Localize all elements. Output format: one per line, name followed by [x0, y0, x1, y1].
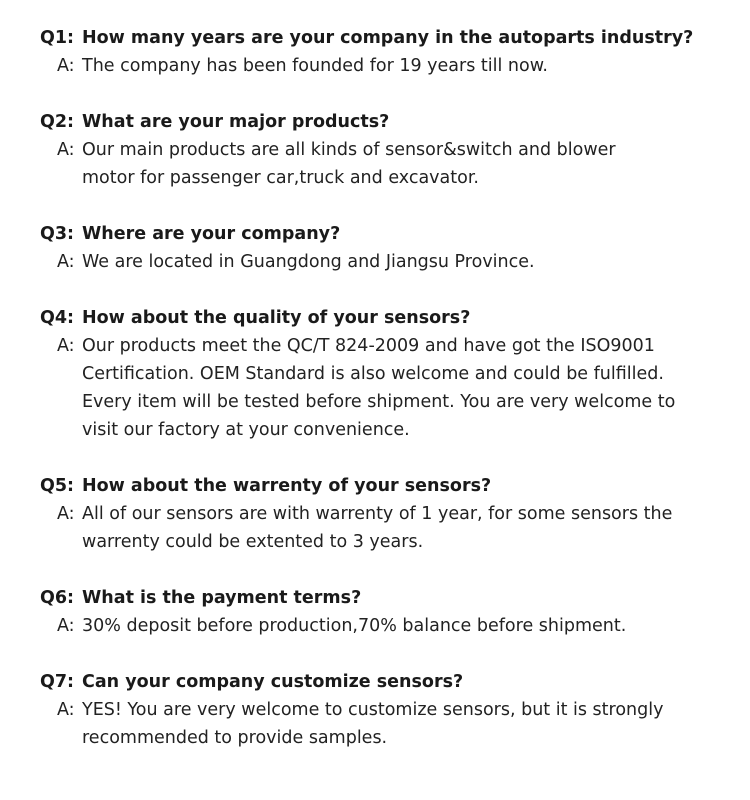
answer-text: Our main products are all kinds of sensor&switch and blower [82, 140, 616, 160]
answer-row [0, 388, 750, 416]
answer-text: We are located in Guangdong and Jiangsu Province. [82, 252, 535, 272]
question-number: Q5: [40, 476, 75, 496]
question-number: Q4: [40, 308, 75, 328]
answer-row [0, 612, 750, 640]
question-text: Where are your company? [82, 224, 341, 244]
answer-label: A: [57, 140, 75, 160]
answer-row [0, 360, 750, 388]
question-number: Q1: [40, 28, 75, 48]
answer-label: A: [57, 56, 75, 76]
answer-row [0, 724, 750, 752]
answer-row [0, 500, 750, 528]
answer-text: motor for passenger car,truck and excavator. [82, 168, 479, 188]
question-number: Q3: [40, 224, 75, 244]
question-number: Q7: [40, 672, 75, 692]
faq-item-q4 [0, 304, 750, 444]
answer-label: A: [57, 700, 75, 720]
faq-item-q5 [0, 472, 750, 556]
question-row [0, 108, 750, 136]
question-text: How many years are your company in the autoparts industry? [82, 28, 694, 48]
answer-text: The company has been founded for 19 years till now. [82, 56, 548, 76]
question-row [0, 304, 750, 332]
answer-label: A: [57, 336, 75, 356]
answer-text: All of our sensors are with warrenty of 1 year, for some sensors the [82, 504, 673, 524]
question-row [0, 24, 750, 52]
faq-item-q2 [0, 108, 750, 192]
answer-text: Our products meet the QC/T 824-2009 and have got the ISO9001 [82, 336, 655, 356]
answer-text: 30% deposit before production,70% balance before shipment. [82, 616, 627, 636]
answer-text: YES! You are very welcome to customize sensors, but it is strongly [82, 700, 664, 720]
faq-item-q7 [0, 668, 750, 752]
question-text: Can your company customize sensors? [82, 672, 464, 692]
answer-row [0, 696, 750, 724]
answer-row [0, 136, 750, 164]
question-number: Q2: [40, 112, 75, 132]
question-row [0, 472, 750, 500]
question-text: How about the quality of your sensors? [82, 308, 471, 328]
answer-text: warrenty could be extented to 3 years. [82, 532, 424, 552]
answer-row [0, 416, 750, 444]
answer-row [0, 52, 750, 80]
answer-row [0, 164, 750, 192]
question-text: What is the payment terms? [82, 588, 362, 608]
question-text: How about the warrenty of your sensors? [82, 476, 492, 496]
answer-text: Certification. OEM Standard is also welcome and could be fulfilled. [82, 364, 664, 384]
answer-text: Every item will be tested before shipment. You are very welcome to [82, 392, 676, 412]
answer-text: visit our factory at your convenience. [82, 420, 410, 440]
faq-item-q1 [0, 24, 750, 80]
answer-label: A: [57, 616, 75, 636]
question-row [0, 584, 750, 612]
answer-text: recommended to provide samples. [82, 728, 388, 748]
question-text: What are your major products? [82, 112, 390, 132]
answer-row [0, 248, 750, 276]
faq-item-q3 [0, 220, 750, 276]
question-row [0, 668, 750, 696]
answer-label: A: [57, 252, 75, 272]
answer-row [0, 528, 750, 556]
answer-row [0, 332, 750, 360]
question-row [0, 220, 750, 248]
answer-label: A: [57, 504, 75, 524]
question-number: Q6: [40, 588, 75, 608]
faq-item-q6 [0, 584, 750, 640]
